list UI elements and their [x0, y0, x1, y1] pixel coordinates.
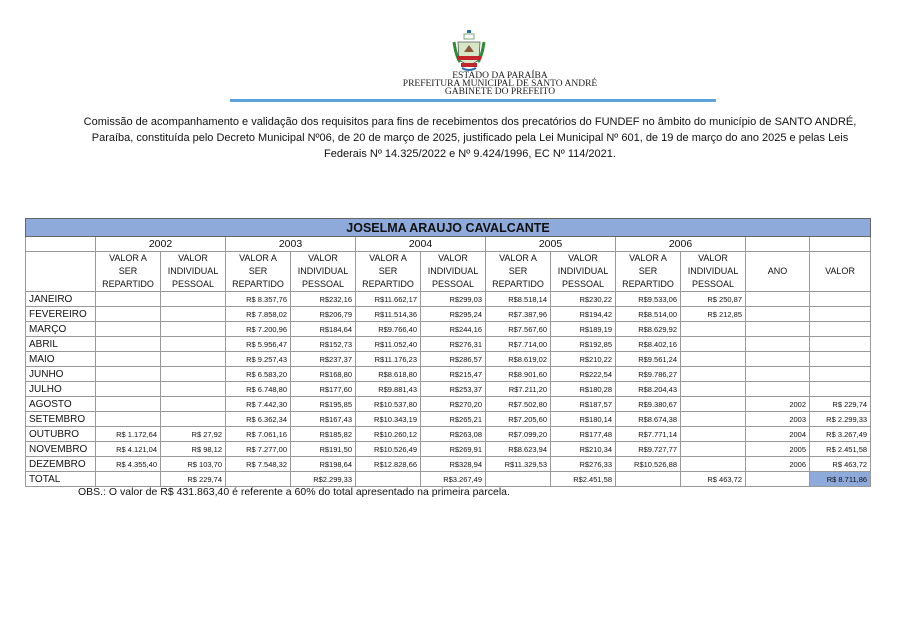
- value-cell: R$ 27,92: [161, 427, 226, 442]
- table-row: [26, 382, 871, 397]
- value-cell: [226, 472, 291, 487]
- value-cell: R$8.514,00: [616, 307, 681, 322]
- empty-cell: [746, 237, 810, 252]
- value-cell: R$8.629,92: [616, 322, 681, 337]
- table-row: [26, 442, 871, 457]
- value-cell: R$189,19: [551, 322, 616, 337]
- value-cell: R$265,21: [421, 412, 486, 427]
- value-cell: [746, 382, 810, 397]
- table-row: [26, 397, 871, 412]
- value-cell: R$10.526,88: [616, 457, 681, 472]
- value-cell: R$194,42: [551, 307, 616, 322]
- empty-cell: [26, 237, 96, 252]
- table-title: JOSELMA ARAUJO CAVALCANTE: [26, 219, 871, 237]
- value-cell: R$ 7.548,32: [226, 457, 291, 472]
- value-cell: [161, 337, 226, 352]
- value-cell: R$191,50: [291, 442, 356, 457]
- value-cell: R$3.267,49: [421, 472, 486, 487]
- value-cell: R$8.402,16: [616, 337, 681, 352]
- value-cell: R$10.526,49: [356, 442, 421, 457]
- value-cell: [681, 322, 746, 337]
- value-cell: R$ 1.172,64: [96, 427, 161, 442]
- value-cell: R$10.537,80: [356, 397, 421, 412]
- value-cell: [746, 292, 810, 307]
- value-cell: R$ 8.357,76: [226, 292, 291, 307]
- year-header: 2002: [96, 237, 226, 252]
- value-cell: R$269,91: [421, 442, 486, 457]
- value-cell: R$210,34: [551, 442, 616, 457]
- year-header: 2003: [226, 237, 356, 252]
- month-label: MAIO: [26, 352, 96, 367]
- value-cell: R$ 7.858,02: [226, 307, 291, 322]
- value-cell: R$11.176,23: [356, 352, 421, 367]
- value-cell: R$276,31: [421, 337, 486, 352]
- value-cell: [810, 292, 871, 307]
- month-label: OUTUBRO: [26, 427, 96, 442]
- header-divider: [230, 99, 716, 102]
- year-header: 2004: [356, 237, 486, 252]
- value-cell: 2002: [746, 397, 810, 412]
- value-cell: R$ 463,72: [810, 457, 871, 472]
- value-cell: R$177,60: [291, 382, 356, 397]
- value-cell: R$9.881,43: [356, 382, 421, 397]
- value-cell: R$ 6.362,34: [226, 412, 291, 427]
- year-header: 2006: [616, 237, 746, 252]
- value-cell: [746, 307, 810, 322]
- value-cell: [96, 352, 161, 367]
- value-cell: R$286,57: [421, 352, 486, 367]
- col-header-valor-individual: VALOR INDIVIDUAL PESSOAL: [291, 252, 356, 292]
- value-cell: R$195,85: [291, 397, 356, 412]
- year-header: 2005: [486, 237, 616, 252]
- value-cell: [96, 322, 161, 337]
- value-cell: [746, 352, 810, 367]
- value-cell: R$ 5.956,47: [226, 337, 291, 352]
- value-cell: R$ 7.277,00: [226, 442, 291, 457]
- value-cell: [96, 307, 161, 322]
- value-cell: R$ 103,70: [161, 457, 226, 472]
- value-cell: R$9.561,24: [616, 352, 681, 367]
- value-cell: [356, 472, 421, 487]
- value-cell: R$9.380,67: [616, 397, 681, 412]
- value-cell: R$253,37: [421, 382, 486, 397]
- table-row: [26, 322, 871, 337]
- value-cell: [161, 307, 226, 322]
- header-prefecture: PREFEITURA MUNICIPAL DE SANTO ANDRÉ: [402, 79, 598, 89]
- header-cabinet: GABINETE DO PREFEITO: [444, 87, 556, 97]
- value-cell: R$ 229,74: [810, 397, 871, 412]
- value-cell: R$8.623,94: [486, 442, 551, 457]
- value-cell: R$232,16: [291, 292, 356, 307]
- table-row: [26, 307, 871, 322]
- col-header-valor-a-ser-repartido: VALOR A SER REPARTIDO: [486, 252, 551, 292]
- value-cell: R$215,47: [421, 367, 486, 382]
- value-cell: R$12.828,66: [356, 457, 421, 472]
- value-cell: [810, 367, 871, 382]
- value-cell: [161, 382, 226, 397]
- value-cell: R$ 463,72: [681, 472, 746, 487]
- table-row: [26, 337, 871, 352]
- value-cell: [681, 352, 746, 367]
- value-cell: [746, 367, 810, 382]
- value-cell: R$ 229,74: [161, 472, 226, 487]
- value-cell: R$167,43: [291, 412, 356, 427]
- month-label: NOVEMBRO: [26, 442, 96, 457]
- value-cell: R$8.518,14: [486, 292, 551, 307]
- value-cell: R$ 7.061,16: [226, 427, 291, 442]
- value-cell: R$ 3.267,49: [810, 427, 871, 442]
- value-cell: R$184,64: [291, 322, 356, 337]
- value-cell: R$ 6.748,80: [226, 382, 291, 397]
- value-cell: R$7.771,14: [616, 427, 681, 442]
- value-cell: R$328,94: [421, 457, 486, 472]
- value-cell: R$11.662,17: [356, 292, 421, 307]
- value-cell: R$ 4.121,04: [96, 442, 161, 457]
- value-cell: R$230,22: [551, 292, 616, 307]
- month-label: JANEIRO: [26, 292, 96, 307]
- value-cell: R$180,28: [551, 382, 616, 397]
- value-cell: R$11.329,53: [486, 457, 551, 472]
- value-cell: R$9.786,27: [616, 367, 681, 382]
- value-cell: R$276,33: [551, 457, 616, 472]
- municipal-crest-logo: [452, 30, 486, 72]
- value-cell: R$7.567,60: [486, 322, 551, 337]
- table-row: [26, 352, 871, 367]
- value-cell: 2004: [746, 427, 810, 442]
- month-label: DEZEMBRO: [26, 457, 96, 472]
- col-header-valor-individual: VALOR INDIVIDUAL PESSOAL: [421, 252, 486, 292]
- value-cell: R$11.052,40: [356, 337, 421, 352]
- value-cell: R$9.533,06: [616, 292, 681, 307]
- value-cell: R$ 98,12: [161, 442, 226, 457]
- value-cell: R$206,79: [291, 307, 356, 322]
- month-label: FEVEREIRO: [26, 307, 96, 322]
- value-cell: [161, 322, 226, 337]
- value-cell: R$7.211,20: [486, 382, 551, 397]
- value-cell: [681, 412, 746, 427]
- value-cell: R$8.618,80: [356, 367, 421, 382]
- empty-cell: [810, 237, 871, 252]
- value-cell: [96, 412, 161, 427]
- value-cell: 2005: [746, 442, 810, 457]
- table-row: [26, 472, 871, 487]
- value-cell: R$ 6.583,20: [226, 367, 291, 382]
- value-cell: R$177,48: [551, 427, 616, 442]
- value-cell: R$237,37: [291, 352, 356, 367]
- col-header-valor-a-ser-repartido: VALOR A SER REPARTIDO: [616, 252, 681, 292]
- col-header-valor-individual: VALOR INDIVIDUAL PESSOAL: [161, 252, 226, 292]
- value-cell: R$270,20: [421, 397, 486, 412]
- value-cell: [96, 367, 161, 382]
- grand-total-cell: R$ 8.711,86: [810, 472, 871, 487]
- value-cell: R$8.901,60: [486, 367, 551, 382]
- month-label: JUNHO: [26, 367, 96, 382]
- value-cell: R$10.260,12: [356, 427, 421, 442]
- value-cell: [161, 412, 226, 427]
- value-cell: R$ 250,87: [681, 292, 746, 307]
- value-cell: R$198,64: [291, 457, 356, 472]
- value-cell: [810, 382, 871, 397]
- value-cell: R$8.674,38: [616, 412, 681, 427]
- value-cell: R$2.451,58: [551, 472, 616, 487]
- value-cell: R$2.299,33: [291, 472, 356, 487]
- value-cell: R$210,22: [551, 352, 616, 367]
- value-cell: [810, 307, 871, 322]
- value-cell: R$ 212,85: [681, 307, 746, 322]
- value-cell: [681, 442, 746, 457]
- value-cell: R$ 7.442,30: [226, 397, 291, 412]
- value-cell: [746, 337, 810, 352]
- table-row: [26, 427, 871, 442]
- value-cell: [681, 397, 746, 412]
- col-header-valor-a-ser-repartido: VALOR A SER REPARTIDO: [226, 252, 291, 292]
- value-cell: R$10.343,19: [356, 412, 421, 427]
- value-cell: R$180,14: [551, 412, 616, 427]
- empty-cell: [26, 252, 96, 292]
- intro-paragraph: Comissão de acompanhamento e validação dos requisitos para fins de recebimentos dos precatórios do FUNDEF no âmbito do município de SANTO ANDRÉ, Paraíba, constituída pelo Decreto Municipal Nº06, de 20 de março de 2025, justificado pela Lei Municipal Nº 601, de 19 de março do ano 2025 e pelas Leis Federais Nº 14.325/2022 e Nº 9.424/1996, EC Nº 114/2021.: [83, 116, 857, 160]
- value-cell: [96, 397, 161, 412]
- value-cell: R$ 9.257,43: [226, 352, 291, 367]
- value-cell: R$7.099,20: [486, 427, 551, 442]
- value-cell: [681, 382, 746, 397]
- value-cell: R$ 2.299,33: [810, 412, 871, 427]
- value-cell: 2003: [746, 412, 810, 427]
- month-label: AGOSTO: [26, 397, 96, 412]
- value-cell: R$299,03: [421, 292, 486, 307]
- col-header-valor-individual: VALOR INDIVIDUAL PESSOAL: [681, 252, 746, 292]
- col-header-valor-a-ser-repartido: VALOR A SER REPARTIDO: [96, 252, 161, 292]
- value-cell: R$187,57: [551, 397, 616, 412]
- header-state: ESTADO DA PARAÍBA: [452, 71, 548, 81]
- value-cell: [681, 427, 746, 442]
- table-row: [26, 457, 871, 472]
- value-cell: R$11.514,36: [356, 307, 421, 322]
- value-cell: [681, 337, 746, 352]
- table-row: [26, 367, 871, 382]
- value-cell: R$192,85: [551, 337, 616, 352]
- value-cell: R$244,16: [421, 322, 486, 337]
- value-cell: [746, 322, 810, 337]
- value-cell: [96, 382, 161, 397]
- value-cell: [96, 472, 161, 487]
- value-cell: R$222,54: [551, 367, 616, 382]
- value-cell: R$ 7.200,96: [226, 322, 291, 337]
- value-cell: [746, 472, 810, 487]
- value-cell: R$ 2.451,58: [810, 442, 871, 457]
- observation-note: OBS.: O valor de R$ 431.863,40 é referente a 60% do total apresentado na primeira parcela.: [78, 486, 510, 498]
- col-header-valor-individual: VALOR INDIVIDUAL PESSOAL: [551, 252, 616, 292]
- month-label: JULHO: [26, 382, 96, 397]
- value-cell: [161, 397, 226, 412]
- value-cell: R$8.619,02: [486, 352, 551, 367]
- value-cell: [681, 457, 746, 472]
- value-cell: R$263,08: [421, 427, 486, 442]
- value-cell: R$7.502,80: [486, 397, 551, 412]
- value-cell: [616, 472, 681, 487]
- value-cell: [681, 367, 746, 382]
- col-header-valor-a-ser-repartido: VALOR A SER REPARTIDO: [356, 252, 421, 292]
- month-label: TOTAL: [26, 472, 96, 487]
- payments-table: [25, 218, 871, 487]
- value-cell: R$168,80: [291, 367, 356, 382]
- col-header-valor: VALOR: [810, 252, 871, 292]
- value-cell: [96, 337, 161, 352]
- col-header-ano: ANO: [746, 252, 810, 292]
- month-label: MARÇO: [26, 322, 96, 337]
- value-cell: [96, 292, 161, 307]
- table-row: [26, 412, 871, 427]
- table-row: [26, 292, 871, 307]
- value-cell: R$295,24: [421, 307, 486, 322]
- value-cell: R$7.387,96: [486, 307, 551, 322]
- value-cell: 2006: [746, 457, 810, 472]
- month-label: SETEMBRO: [26, 412, 96, 427]
- value-cell: [810, 337, 871, 352]
- value-cell: R$7.205,60: [486, 412, 551, 427]
- value-cell: [161, 292, 226, 307]
- value-cell: [161, 352, 226, 367]
- value-cell: [810, 352, 871, 367]
- value-cell: [486, 472, 551, 487]
- value-cell: R$9.766,40: [356, 322, 421, 337]
- value-cell: R$ 4.355,40: [96, 457, 161, 472]
- value-cell: R$7.714,00: [486, 337, 551, 352]
- value-cell: R$9.727,77: [616, 442, 681, 457]
- month-label: ABRIL: [26, 337, 96, 352]
- value-cell: R$8.204,43: [616, 382, 681, 397]
- value-cell: [161, 367, 226, 382]
- value-cell: R$185,82: [291, 427, 356, 442]
- value-cell: [810, 322, 871, 337]
- value-cell: R$152,73: [291, 337, 356, 352]
